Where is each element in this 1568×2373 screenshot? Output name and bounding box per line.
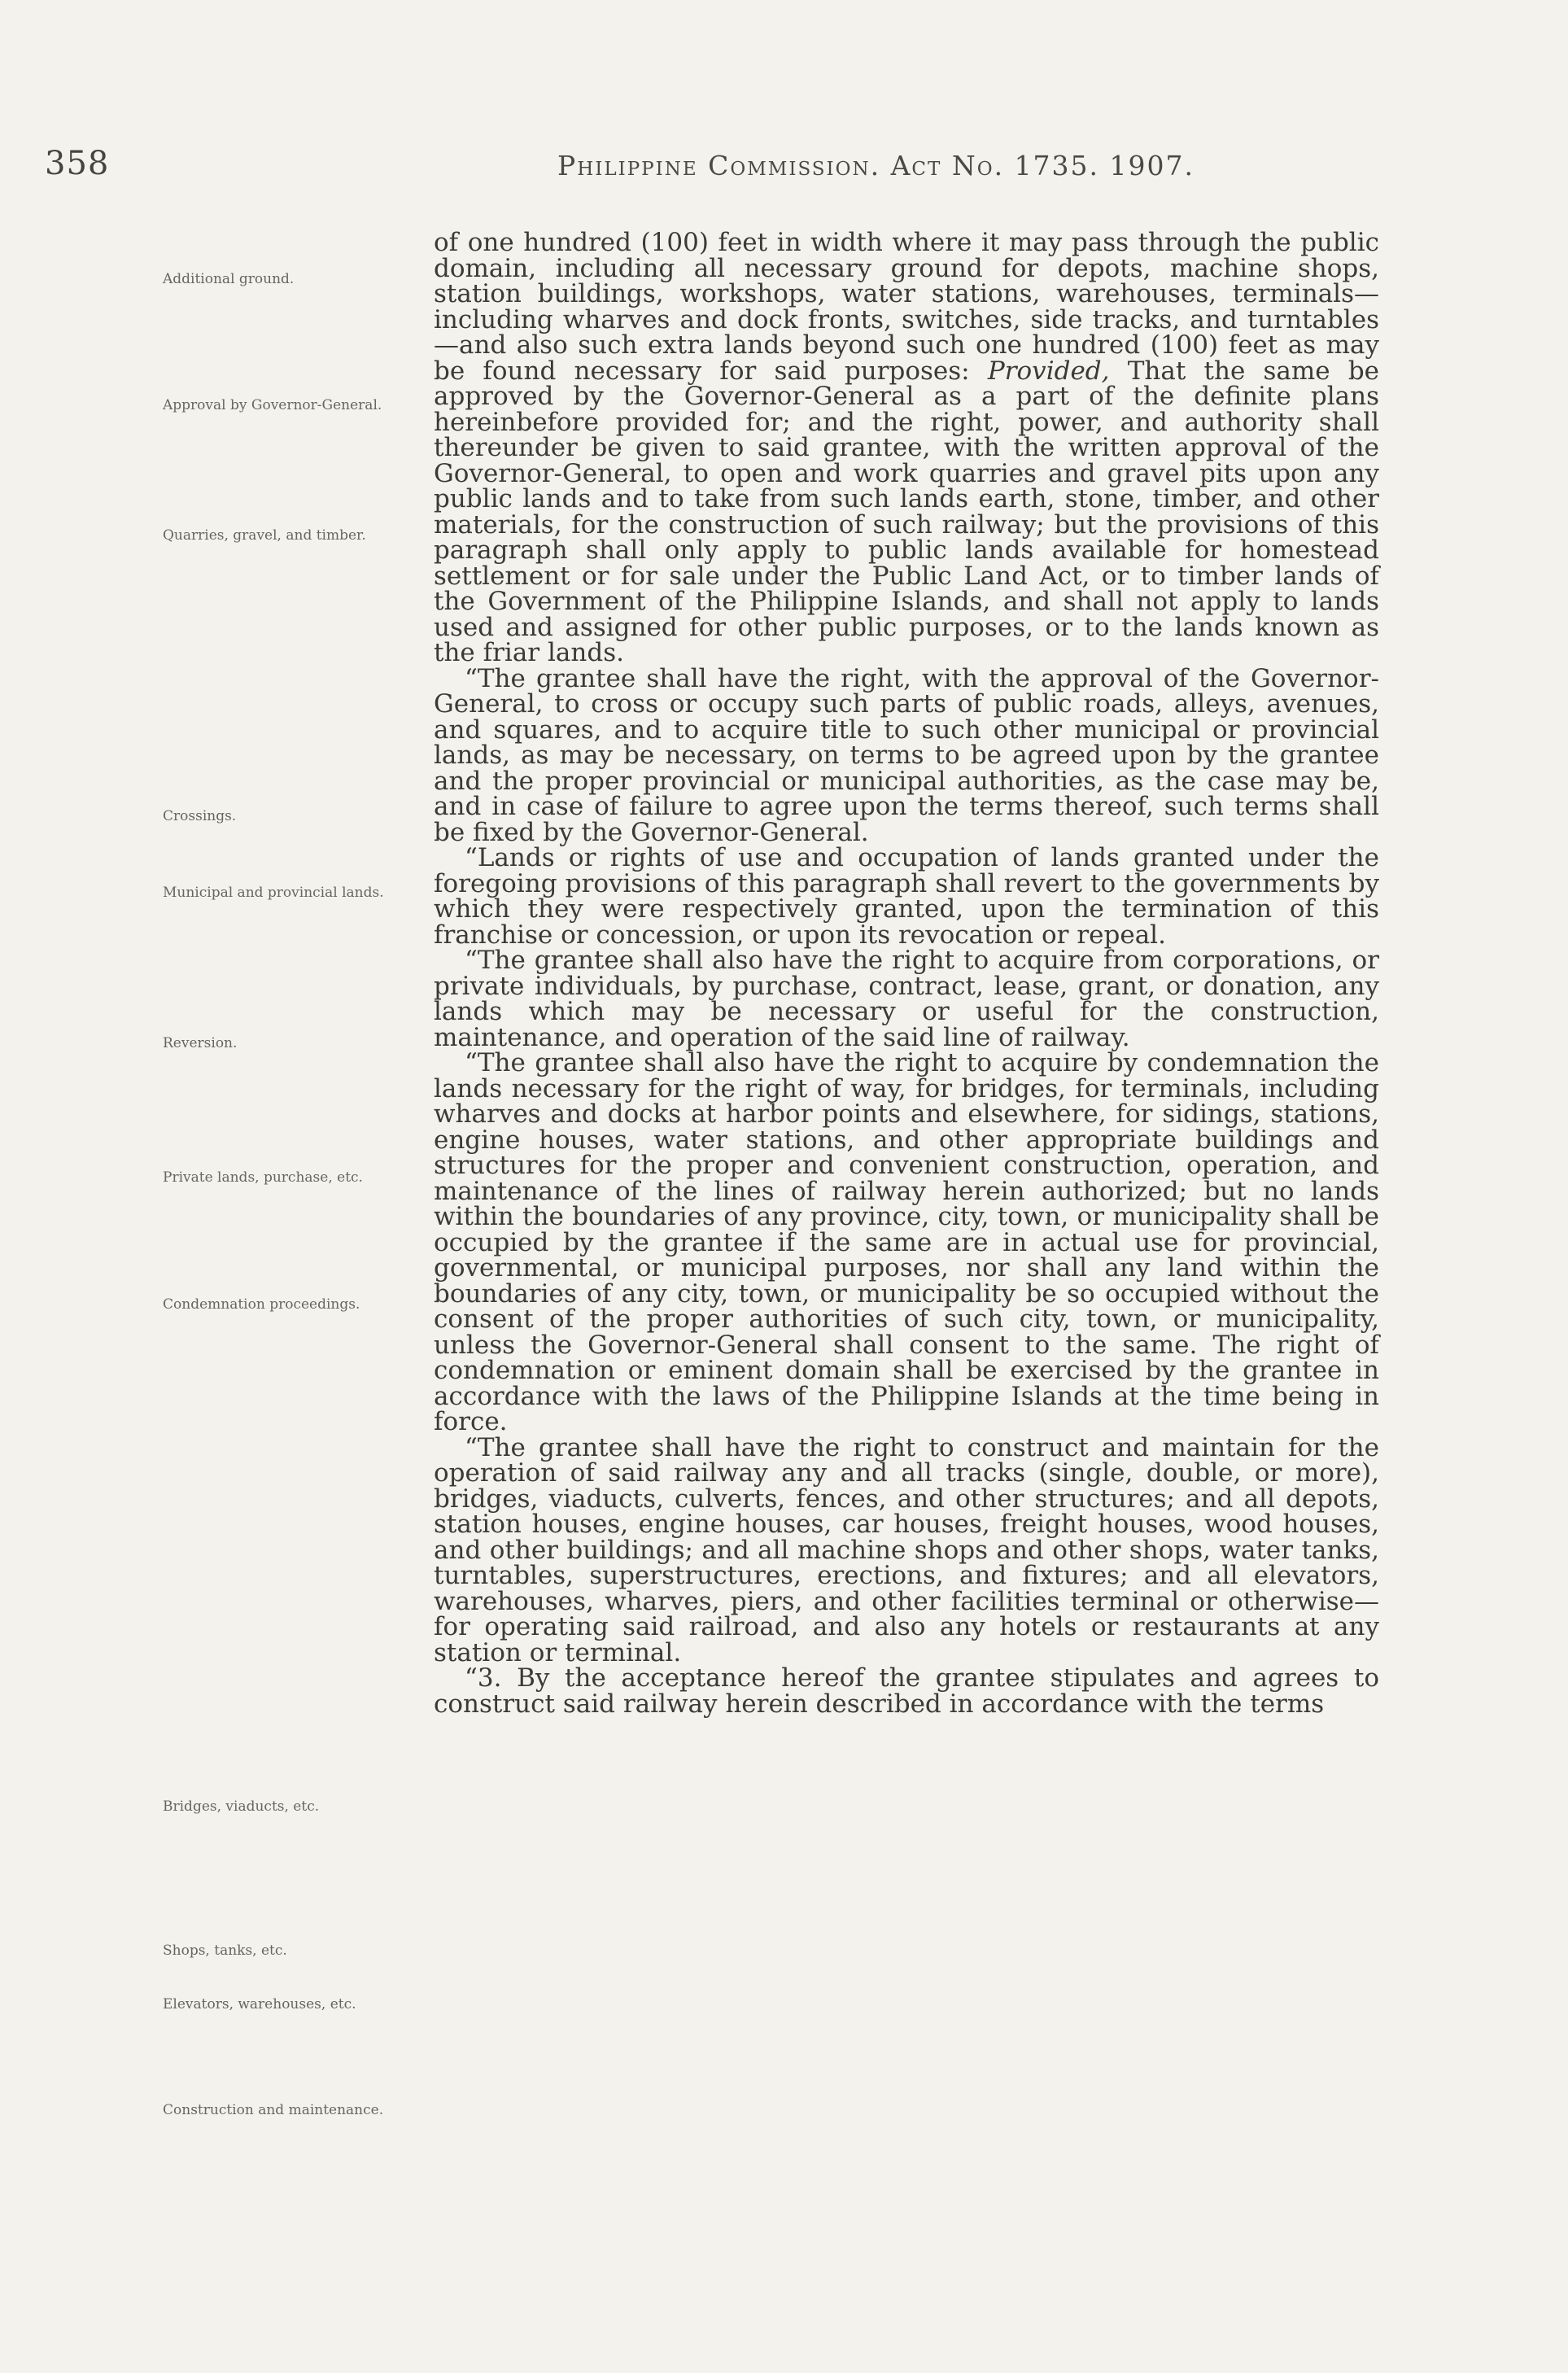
running-head: Philippine Commission. Act No. 1735. 1907. bbox=[557, 150, 1195, 181]
paragraph-additional-ground: of one hundred (100) feet in width where it may pass through the public domain, including all necessary ground for depots, machine shops, station buildings, workshops, water stations, warehouses, terminals—including wharves and dock fronts, switches, side tracks, and turntables—and also such extra lands beyond such one hundred (100) feet as may be found necessary for said purposes: Provided, That the same be approved by the Governor-General as a part of the definite plans hereinbefore provided for; and the right, power, and authority shall thereunder be given to said grantee, with the written approval of the Governor-General, to open and work quarries and gravel pits upon any public lands and to take from such lands earth, stone, timber, and other materials, for the construction of such railway; but the provisions of this paragraph shall only apply to public lands available for homestead settlement or for sale under the Public Land Act, or to timber lands of the Government of the Philippine Islands, and shall not apply to lands used and assigned for other public purposes, or to the lands known as the friar lands. bbox=[434, 228, 1380, 667]
paragraph-construction: “3. By the acceptance hereof the grantee stipulates and agrees to construct said railway herein described in accordance with the terms bbox=[434, 1663, 1379, 1719]
margin-note-elevators: Elevators, warehouses, etc. bbox=[163, 1996, 356, 2012]
margin-note-approval: Approval by Governor-General. bbox=[163, 397, 382, 413]
paragraph-private-lands: “The grantee shall also have the right to acquire from corporations, or private individuals, by purchase, contract, lease, grant, or donation, any lands which may be necessary or useful for the construction, maintenance, and operation of the said line of railway. bbox=[434, 946, 1379, 1052]
margin-note-crossings: Crossings. bbox=[163, 808, 237, 824]
paragraph-crossings: “The grantee shall have the right, with the approval of the Governor-General, to cross or occupy such parts of public roads, alleys, avenues, and squares, and to acquire title to such other municipal or provincial lands, as may be necessary, on terms to be agreed upon by the grantee and the proper provincial or municipal authorities, as the case may be, and in case of failure to agree upon the terms thereof, such terms shall be fixed by the Governor-General. bbox=[434, 663, 1379, 847]
margin-note-private-lands: Private lands, purchase, etc. bbox=[163, 1169, 363, 1186]
margin-note-additional-ground: Additional ground. bbox=[163, 271, 295, 287]
page-number: 358 bbox=[45, 145, 110, 182]
body-text bbox=[434, 230, 1379, 1717]
margin-note-municipal-lands: Municipal and provincial lands. bbox=[163, 885, 384, 901]
margin-note-condemnation: Condemnation proceedings. bbox=[163, 1296, 360, 1313]
paragraph-condemnation: “The grantee shall also have the right to acquire by condemnation the lands necessary for the right of way, for bridges, for terminals, including wharves and docks at harbor points and elsewhere, for sidings, stations, engine houses, water stations, and other appropriate buildings and structures for the proper and convenient construction, operation, and maintenance of the lines of railway herein authorized; but no lands within the boundaries of any province, city, town, or municipality shall be occupied by the grantee if the same are in actual use for provincial, governmental, or municipal purposes, nor shall any land within the boundaries of any city, town, or municipality be so occupied without the consent of the proper authorities of such city, town, or municipality, unless the Governor-General shall consent to the same. The right of condemnation or eminent domain shall be exercised by the grantee in accordance with the laws of the Philippine Islands at the time being in force. bbox=[434, 1048, 1379, 1436]
margin-note-reversion: Reversion. bbox=[163, 1035, 238, 1051]
provided-italic: Provided, bbox=[987, 356, 1110, 386]
paragraph-reversion: “Lands or rights of use and occupation of lands granted under the foregoing provisions of this paragraph shall revert to the governments by which they were respectively granted, upon the termination of this franchise or concession, or upon its revocation or repeal. bbox=[434, 843, 1379, 950]
margin-note-quarries: Quarries, gravel, and timber. bbox=[163, 527, 366, 544]
paragraph-bridges: “The grantee shall have the right to construct and maintain for the operation of said railway any and all tracks (single, double, or more), bridges, viaducts, culverts, fences, and other structures; and all depots, station houses, engine houses, car houses, freight houses, wood houses, and other buildings; and all machine shops and other shops, water tanks, turntables, superstructures, erections, and fixtures; and all elevators, warehouses, wharves, piers, and other facilities terminal or otherwise—for operating said railroad, and also any hotels or restaurants at any station or terminal. bbox=[434, 1432, 1379, 1667]
margin-note-bridges: Bridges, viaducts, etc. bbox=[163, 1798, 320, 1815]
margin-note-construction: Construction and maintenance. bbox=[163, 2102, 384, 2118]
margin-note-shops: Shops, tanks, etc. bbox=[163, 1943, 287, 1959]
margin-notes bbox=[163, 0, 399, 2373]
